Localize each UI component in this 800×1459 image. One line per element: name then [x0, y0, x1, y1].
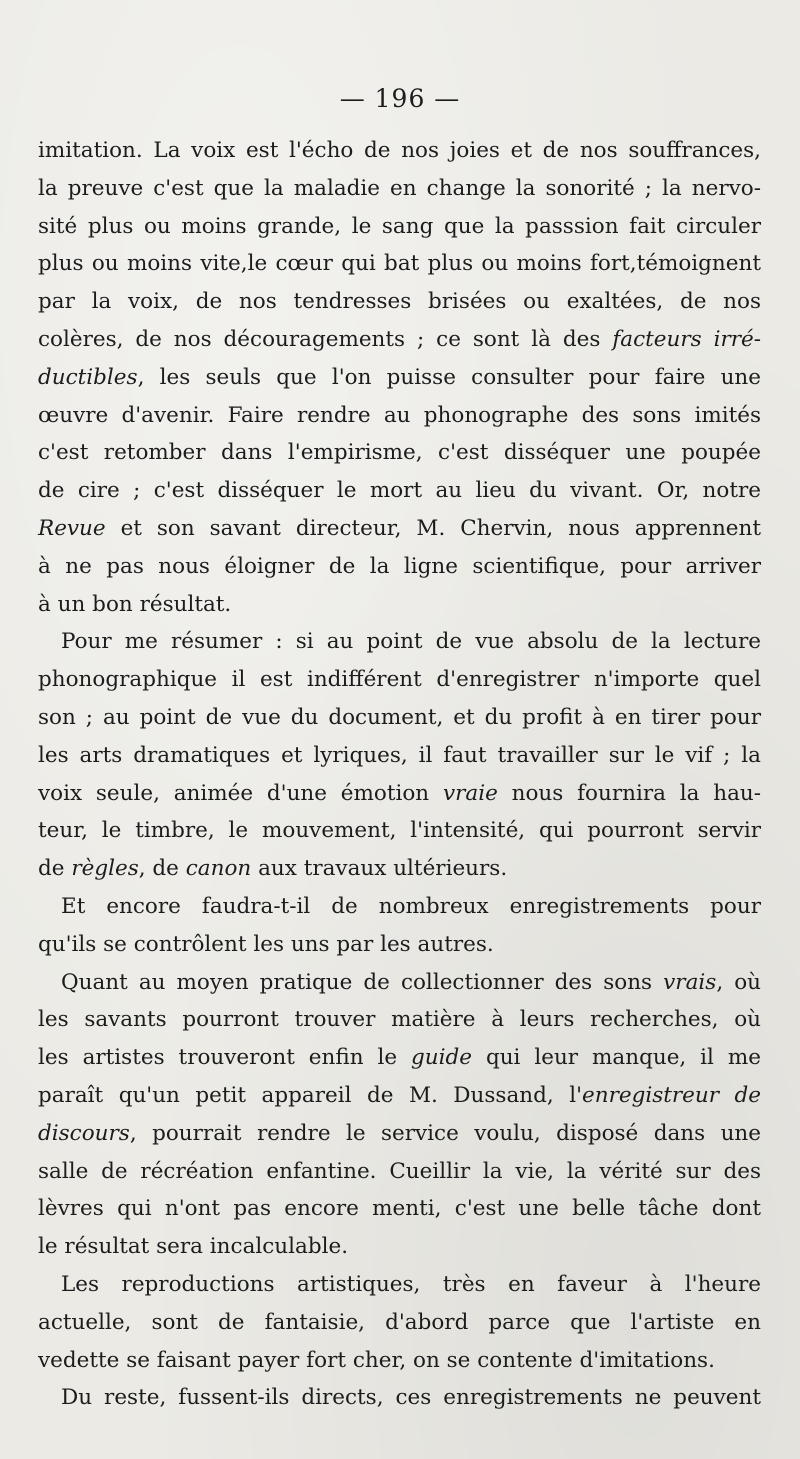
- text-run: paraît qu'un petit appareil de M. Dussand, l': [38, 1082, 582, 1108]
- text-run: salle de récréation enfantine. Cueillir la vie, la vérité sur des: [38, 1158, 761, 1184]
- text-line: [38, 170, 761, 208]
- text-run: les arts dramatiques et lyriques, il faut travailler sur le vif ; la: [38, 742, 761, 768]
- text-line: [38, 397, 761, 435]
- text-run: la preuve c'est que la maladie en change la sonorité ; la nervo-: [38, 175, 761, 201]
- italic-text: règles: [71, 856, 139, 882]
- text-line: [38, 434, 761, 472]
- text-line: [38, 1342, 761, 1380]
- text-line: [38, 737, 761, 775]
- italic-text: Revue: [38, 515, 106, 541]
- text-line: [38, 472, 761, 510]
- text-line: [38, 132, 761, 170]
- text-line: [38, 1379, 761, 1417]
- text-run: de cire ; c'est disséquer le mort au lieu du vivant. Or, notre: [38, 478, 761, 504]
- paragraph: [38, 964, 761, 1266]
- text-line: [38, 208, 761, 246]
- text-run: aux travaux ultérieurs.: [251, 856, 508, 882]
- text-run: œuvre d'avenir. Faire rendre au phonographe des sons imités: [38, 402, 761, 428]
- text-line: [38, 510, 761, 548]
- text-line: [38, 699, 761, 737]
- text-run: , où: [716, 969, 761, 995]
- text-run: le résultat sera incalculable.: [38, 1234, 349, 1260]
- text-run: à ne pas nous éloigner de la ligne scientifique, pour arriver: [38, 553, 761, 579]
- text-run: Et encore faudra-t-il de nombreux enregistrements pour: [61, 893, 761, 919]
- text-run: phonographique il est indifférent d'enregistrer n'importe quel: [38, 667, 761, 693]
- text-run: voix seule, animée d'une émotion: [38, 780, 443, 806]
- text-run: Les reproductions artistiques, très en faveur à l'heure: [61, 1271, 761, 1297]
- text-run: de: [38, 856, 72, 882]
- italic-text: enregistreur de: [582, 1082, 761, 1108]
- text-line: [38, 623, 761, 661]
- italic-text: canon: [185, 856, 252, 882]
- text-line: [38, 661, 761, 699]
- italic-text: discours: [38, 1120, 130, 1146]
- text-run: les savants pourront trouver matière à leurs recherches, où: [38, 1007, 761, 1033]
- italic-text: guide: [411, 1045, 472, 1071]
- text-run: Quant au moyen pratique de collectionner des sons: [61, 969, 664, 995]
- text-run: imitation. La voix est l'écho de nos joies et de nos souffrances,: [38, 138, 761, 163]
- text-run: plus ou moins vite,le cœur qui bat plus ou moins fort,témoignent: [38, 251, 761, 277]
- text-run: son ; au point de vue du document, et du profit à en tirer pour: [38, 704, 761, 730]
- italic-text: vrais: [663, 969, 717, 995]
- text-run: à un bon résultat.: [38, 591, 232, 617]
- text-line: [38, 1266, 761, 1304]
- paragraph: [38, 1266, 761, 1379]
- text-run: nous fournira la hau-: [497, 780, 761, 806]
- paragraph: [38, 623, 761, 888]
- text-run: qu'ils se contrôlent les uns par les autres.: [38, 931, 494, 957]
- text-line: [38, 321, 761, 359]
- text-line: [38, 1190, 761, 1228]
- text-line: [38, 359, 761, 397]
- text-run: par la voix, de nos tendresses brisées ou exaltées, de nos: [38, 289, 761, 315]
- italic-text: vraie: [442, 780, 498, 806]
- text-line: [38, 548, 761, 586]
- text-run: , de: [138, 856, 186, 882]
- italic-text: facteurs irré-: [612, 326, 761, 352]
- text-line: [38, 888, 761, 926]
- text-run: colères, de nos découragements ; ce sont là des: [38, 326, 613, 352]
- text-run: Du reste, fussent-ils directs, ces enregistrements ne peuvent: [61, 1385, 761, 1411]
- page-number: — 196 —: [339, 84, 461, 113]
- text-run: c'est retomber dans l'empirisme, c'est disséquer une poupée: [38, 440, 761, 466]
- text-line: [38, 586, 761, 624]
- text-line: [38, 964, 761, 1002]
- text-run: , les seuls que l'on puisse consulter pour faire une: [137, 364, 761, 390]
- text-line: [38, 812, 761, 850]
- text-line: [38, 850, 761, 888]
- paragraph: [38, 888, 761, 964]
- text-run: et son savant directeur, M. Chervin, nous apprennent: [105, 515, 761, 541]
- text-run: qui leur manque, il me: [472, 1045, 761, 1071]
- text-line: [38, 775, 761, 813]
- text-line: [38, 1115, 761, 1153]
- paragraph: [38, 1379, 761, 1417]
- text-line: [38, 926, 761, 964]
- text-line: [38, 1039, 761, 1077]
- body-text: [38, 132, 761, 1417]
- text-line: [38, 1304, 761, 1342]
- text-line: [38, 245, 761, 283]
- italic-text: ductibles: [38, 364, 138, 390]
- text-run: teur, le timbre, le mouvement, l'intensité, qui pourront servir: [38, 818, 761, 844]
- text-run: les artistes trouveront enfin le: [38, 1045, 412, 1071]
- text-run: lèvres qui n'ont pas encore menti, c'est une belle tâche dont: [38, 1196, 761, 1222]
- text-line: [38, 1001, 761, 1039]
- text-line: [38, 1228, 761, 1266]
- text-run: , pourrait rendre le service voulu, disposé dans une: [129, 1120, 761, 1146]
- text-run: Pour me résumer : si au point de vue absolu de la lecture: [61, 629, 761, 655]
- text-line: [38, 1077, 761, 1115]
- paragraph: [38, 132, 761, 623]
- text-line: [38, 1153, 761, 1191]
- text-run: vedette se faisant payer fort cher, on se contente d'imitations.: [38, 1347, 715, 1373]
- text-line: [38, 283, 761, 321]
- text-run: actuelle, sont de fantaisie, d'abord parce que l'artiste en: [38, 1309, 761, 1335]
- text-run: sité plus ou moins grande, le sang que la passsion fait circuler: [38, 213, 761, 239]
